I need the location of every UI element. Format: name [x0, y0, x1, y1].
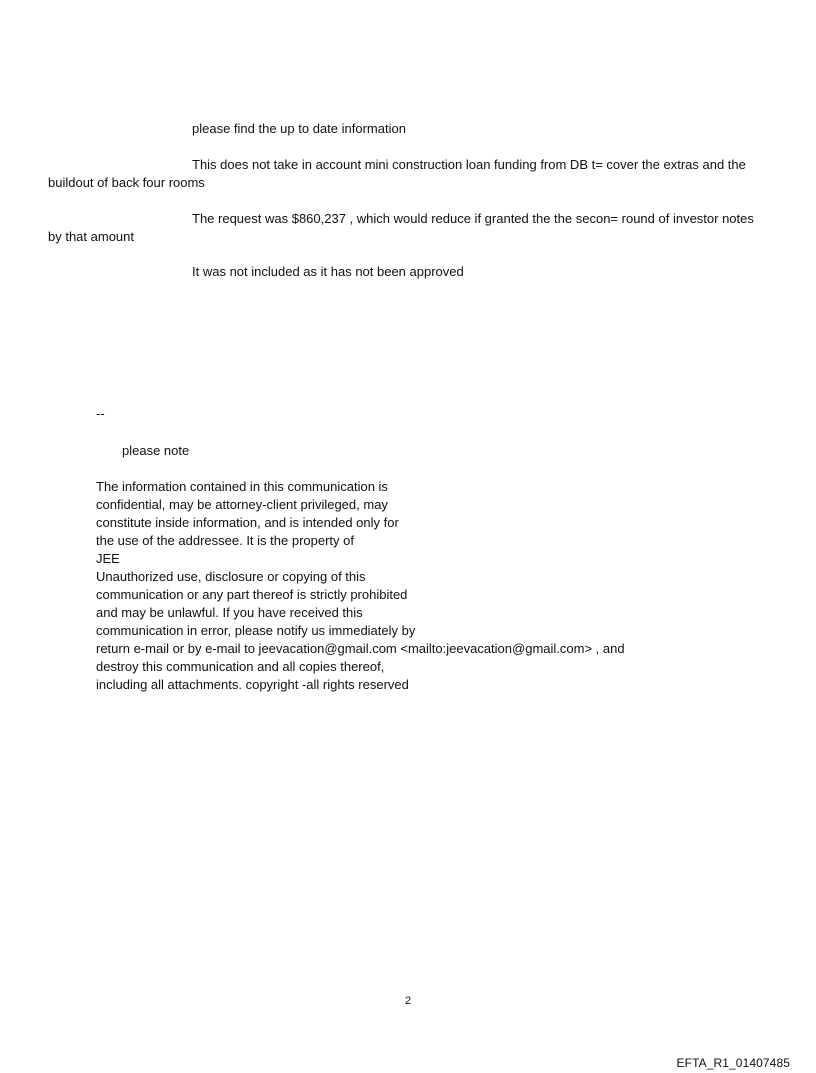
page-number: 2: [404, 995, 412, 1007]
disclaimer-line: destroy this communication and all copies thereof,: [96, 659, 385, 674]
disclaimer-line: constitute inside information, and is intended only for: [96, 515, 399, 530]
disclaimer-line: and may be unlawful. If you have received this: [96, 605, 363, 620]
body-paragraph-request-amount: The request was $860,237 , which would reduce if granted the the secon= round of investor notes by that amount: [48, 211, 754, 244]
disclaimer-line-email: return e-mail or by e-mail to jeevacation@gmail.com <mailto:jeevacation@gmail.com> , and: [96, 641, 625, 656]
signature-separator: --: [96, 406, 105, 421]
disclaimer-line: Unauthorized use, disclosure or copying of this: [96, 569, 366, 584]
body-paragraph-loan-funding: This does not take in account mini construction loan funding from DB t= cover the extras and the buildout of back four rooms: [48, 157, 746, 190]
body-line-intro: please find the up to date information: [192, 121, 406, 136]
confidentiality-disclaimer: [96, 478, 625, 694]
document-id: EFTA_R1_01407485: [676, 1056, 790, 1070]
body-line-not-included: It was not included as it has not been approved: [192, 264, 464, 279]
disclaimer-line: communication in error, please notify us immediately by: [96, 623, 416, 638]
disclaimer-line: the use of the addressee. It is the property of: [96, 533, 354, 548]
disclaimer-line: JEE: [96, 551, 120, 566]
signature-note-heading: please note: [122, 443, 190, 458]
disclaimer-line: confidential, may be attorney-client privileged, may: [96, 497, 388, 512]
disclaimer-line: communication or any part thereof is strictly prohibited: [96, 587, 408, 602]
disclaimer-line: The information contained in this communication is: [96, 479, 388, 494]
disclaimer-line: including all attachments. copyright -all rights reserved: [96, 677, 409, 692]
